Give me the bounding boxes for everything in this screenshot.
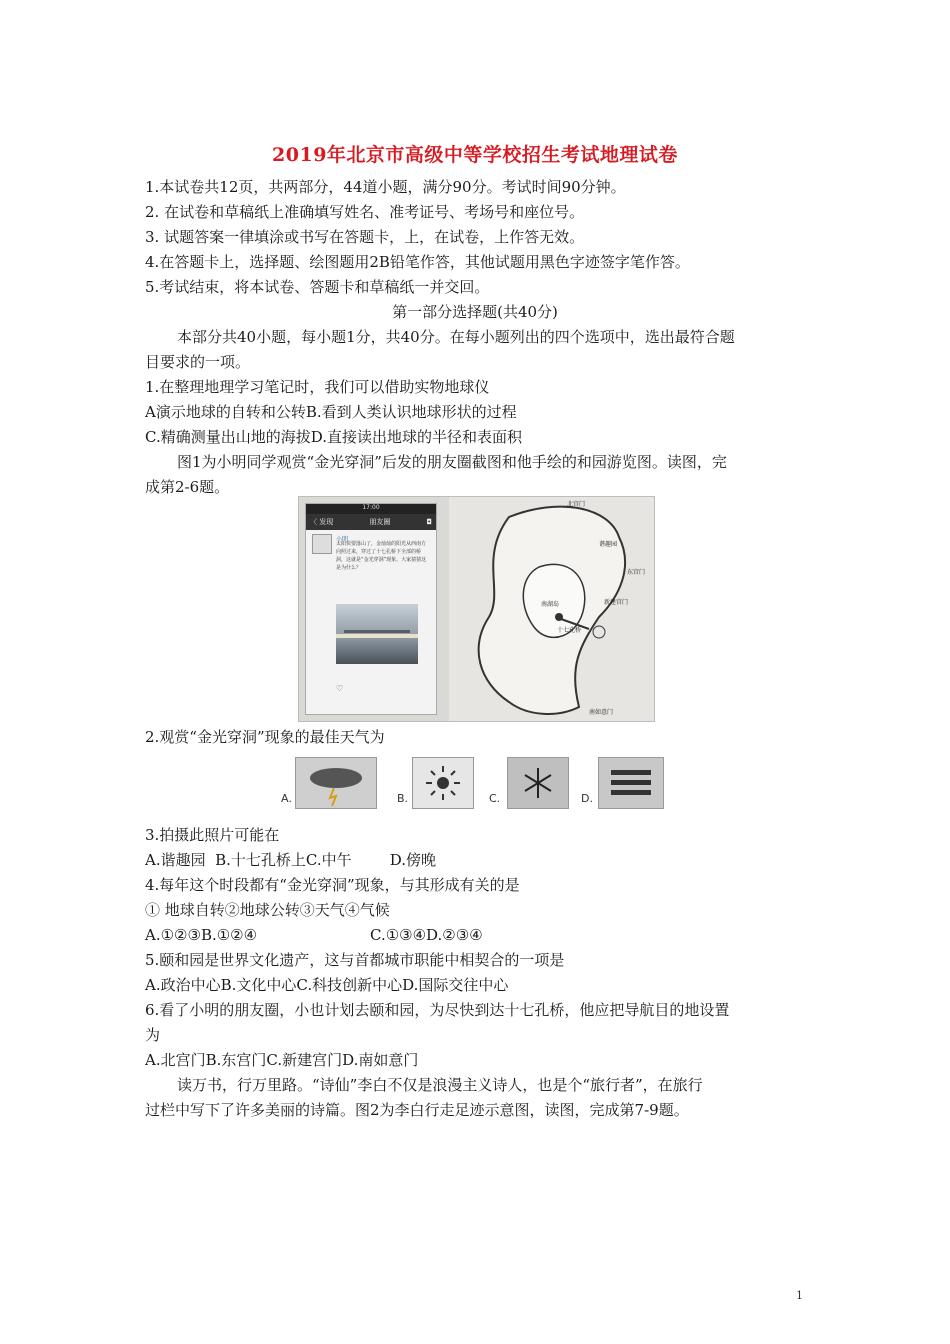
phone-title: 朋友圈 bbox=[369, 518, 391, 526]
weather-label-c: C. bbox=[489, 792, 501, 805]
note-4: 4.在答题卡上，选择题、绘图题用2B铅笔作答，其他试题用黑色字迹签字笔作答。 bbox=[145, 253, 690, 271]
exam-title: 2019年北京市高级中等学校招生考试地理试卷 bbox=[272, 144, 678, 166]
phone-nav-bar bbox=[306, 514, 436, 530]
question-4-options-cd: C.①③④D.②③④ bbox=[370, 926, 483, 944]
weather-option-a bbox=[295, 757, 377, 809]
avatar bbox=[312, 534, 332, 554]
weather-option-b bbox=[412, 757, 474, 809]
map-label-south-ruyi-gate: 南如意门 bbox=[589, 709, 614, 716]
fog-icon bbox=[599, 758, 663, 808]
figure-1-intro-2: 成第2-6题。 bbox=[145, 478, 230, 496]
phone-status-bar: 17:00 bbox=[306, 504, 436, 514]
question-6-options: A.北宫门B.东宫门C.新建宫门D.南如意门 bbox=[145, 1051, 419, 1069]
passage-line-2: 过栏中写下了许多美丽的诗篇。图2为李白行走足迹示意图，读图，完成第7-9题。 bbox=[145, 1101, 689, 1119]
note-1: 1.本试卷共12页，共两部分，44道小题，满分90分。考试时间90分钟。 bbox=[145, 178, 626, 196]
post-user-name: 小明 bbox=[336, 536, 349, 543]
question-5: 5.颐和园是世界文化遗产，这与首都城市职能中相契合的一项是 bbox=[145, 951, 565, 969]
weather-label-b: B. bbox=[397, 792, 409, 805]
like-icon: ♡ bbox=[336, 684, 344, 693]
question-5-options: A.政治中心B.文化中心C.科技创新中心D.国际交往中心 bbox=[145, 976, 509, 994]
question-4-items: ① 地球自转②地球公转③天气④气候 bbox=[145, 901, 390, 919]
question-6-line-1: 6.看了小明的朋友圈，小也计划去颐和园，为尽快到达十七孔桥，他应把导航目的地设置 bbox=[145, 1001, 730, 1019]
phone-screenshot bbox=[305, 503, 437, 715]
question-4: 4.每年这个时段都有“金光穿洞”现象，与其形成有关的是 bbox=[145, 876, 520, 894]
page-number: 1 bbox=[796, 1289, 803, 1302]
question-4-options-ab: A.①②③B.①②④ bbox=[145, 926, 258, 944]
thunderstorm-icon bbox=[296, 758, 376, 808]
question-6-line-2: 为 bbox=[145, 1026, 161, 1044]
bridge-photo-icon bbox=[336, 604, 418, 664]
note-5: 5.考试结束，将本试卷、答题卡和草稿纸一并交回。 bbox=[145, 278, 490, 296]
sunny-icon bbox=[413, 758, 473, 808]
snow-icon bbox=[508, 758, 568, 808]
map-label-xiequ-garden: 谐趣园 bbox=[599, 541, 618, 548]
weather-option-d bbox=[598, 757, 664, 809]
hand-drawn-map bbox=[449, 497, 654, 721]
passage-line-1: 读万书，行万里路。“诗仙”李白不仅是浪漫主义诗人，也是个“旅行者”，在旅行 bbox=[177, 1076, 703, 1094]
map-label-north-gate: 北宫门 bbox=[567, 501, 586, 508]
weather-option-c bbox=[507, 757, 569, 809]
question-3: 3.拍摄此照片可能在 bbox=[145, 826, 280, 844]
note-2: 2. 在试卷和草稿纸上准确填写姓名、准考证号、考场号和座位号。 bbox=[145, 203, 585, 221]
section-intro-2: 目要求的一项。 bbox=[145, 353, 251, 371]
weather-label-a: A. bbox=[281, 792, 292, 805]
question-3-options: A.谐趣园 B.十七孔桥上C.中午 D.傍晚 bbox=[145, 851, 437, 869]
figure-1-intro-1: 图1为小明同学观赏“金光穿洞”后发的朋友圈截图和他手绘的和园游览图。读图，完 bbox=[177, 453, 727, 471]
section-title: 第一部分选择题(共40分) bbox=[392, 303, 558, 321]
map-label-south-lake-island: 南湖岛 bbox=[541, 601, 560, 608]
weather-label-d: D. bbox=[581, 792, 593, 805]
camera-icon: ◘ bbox=[426, 518, 432, 526]
post-text: 太阳快要落山了，金灿灿的阳光从西南方向照过来，穿过了十七孔桥下全部的桥洞，这就是“金光穿洞”现象。大家猜猜这是为什么？ bbox=[336, 541, 427, 571]
phone-back: 〈 发现 bbox=[310, 518, 334, 526]
map-label-east-gate: 东宫门 bbox=[627, 569, 646, 576]
question-1-options-ab: A演示地球的自转和公转B.看到人类认识地球形状的过程 bbox=[145, 403, 517, 421]
note-3: 3. 试题答案一律填涂或书写在答题卡，上，在试卷，上作答无效。 bbox=[145, 228, 585, 246]
section-intro-1: 本部分共40小题，每小题1分，共40分。在每小题列出的四个选项中，选出最符合题 bbox=[177, 328, 735, 346]
map-label-new-palace-gate: 新建宫门 bbox=[604, 599, 629, 606]
post-photo bbox=[336, 604, 418, 664]
map-label-seventeen-arch-bridge: 十七孔桥 bbox=[557, 627, 582, 634]
question-2: 2.观赏“金光穿洞”现象的最佳天气为 bbox=[145, 728, 385, 746]
park-map-icon bbox=[449, 497, 654, 721]
question-1: 1.在整理地理学习笔记时，我们可以借助实物地球仪 bbox=[145, 378, 490, 396]
figure-1 bbox=[298, 496, 655, 722]
question-1-options-cd: C.精确测量出山地的海拔D.直接读出地球的半径和表面积 bbox=[145, 428, 522, 446]
